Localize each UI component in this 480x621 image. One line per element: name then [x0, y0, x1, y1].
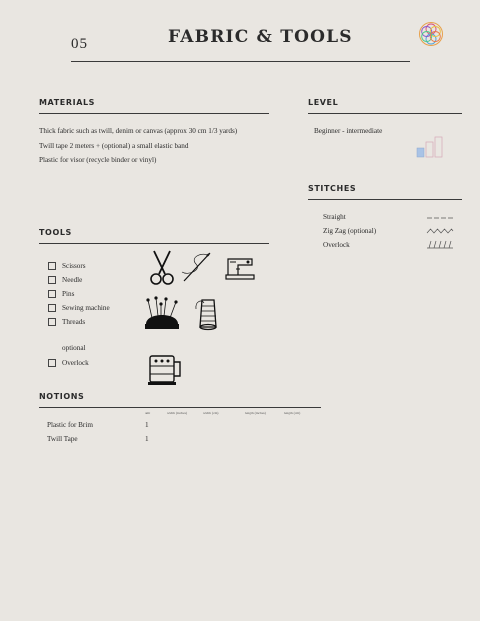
- materials-line: Thick fabric such as twill, denim or canvas (approx 30 cm 1/3 yards): [39, 127, 238, 135]
- logo-mandala-icon: [418, 21, 444, 47]
- tool-item[interactable]: Pins: [48, 287, 110, 301]
- materials-list: [39, 124, 299, 168]
- level-heading: LEVEL: [308, 98, 339, 107]
- notions-col-width-cm: width (cm): [203, 411, 219, 415]
- stitch-item: Overlock: [323, 241, 350, 249]
- materials-line: Twill tape 2 meters + (optional) a small elastic band: [39, 141, 189, 150]
- tool-item[interactable]: Threads: [48, 315, 110, 329]
- checkbox[interactable]: [48, 304, 56, 312]
- zigzag-stitch-icon: [426, 227, 454, 235]
- tools-divider: [39, 243, 269, 244]
- notions-divider: [39, 407, 321, 408]
- optional-label: optional: [62, 344, 86, 352]
- page-number: 05: [71, 36, 88, 52]
- straight-stitch-icon: [426, 215, 454, 221]
- stitches-list: [323, 210, 376, 252]
- tool-item[interactable]: Overlock: [48, 356, 89, 370]
- tools-checklist: [48, 259, 110, 329]
- stitch-item: Zig Zag (optional): [323, 227, 377, 235]
- tool-item[interactable]: Scissors: [48, 259, 110, 273]
- materials-heading: MATERIALS: [39, 98, 96, 107]
- thread-spool-icon: [194, 297, 226, 331]
- tools-heading: TOOLS: [39, 228, 72, 237]
- materials-line: Plastic for visor (recycle binder or vinyl): [39, 156, 157, 164]
- materials-divider: [39, 113, 269, 114]
- level-value: Beginner - intermediate: [314, 127, 383, 135]
- sewing-machine-icon: [224, 255, 256, 281]
- notion-amt: 1: [145, 421, 149, 429]
- tool-item[interactable]: Needle: [48, 273, 110, 287]
- notions-col-length-in: length (inches): [245, 411, 266, 415]
- stitches-divider: [308, 199, 462, 200]
- tool-item[interactable]: Sewing machine: [48, 301, 110, 315]
- scissors-icon: [148, 250, 176, 286]
- pincushion-icon: [142, 296, 182, 332]
- level-bars-icon: [416, 136, 444, 158]
- header-divider: [71, 61, 410, 62]
- notion-name: Plastic for Brim: [47, 421, 93, 429]
- stitch-item: Straight: [323, 213, 346, 221]
- checkbox[interactable]: [48, 262, 56, 270]
- checkbox[interactable]: [48, 276, 56, 284]
- level-divider: [308, 113, 462, 114]
- notions-heading: NOTIONS: [39, 392, 85, 401]
- notions-col-amt: amt: [145, 411, 151, 415]
- notions-col-length-cm: length (cm): [284, 411, 301, 415]
- checkbox[interactable]: [48, 290, 56, 298]
- overlock-stitch-icon: [426, 240, 454, 249]
- notion-amt: 1: [145, 435, 149, 443]
- needle-thread-icon: [180, 250, 214, 284]
- table-row: [47, 418, 93, 433]
- checkbox[interactable]: [48, 359, 56, 367]
- table-row: [47, 432, 78, 447]
- checkbox[interactable]: [48, 318, 56, 326]
- stitches-heading: STITCHES: [308, 184, 357, 193]
- optional-checklist: [48, 356, 89, 370]
- notions-col-width-in: width (inches): [167, 411, 188, 415]
- overlock-machine-icon: [146, 352, 182, 386]
- notion-name: Twill Tape: [47, 435, 78, 443]
- page-title: FABRIC & TOOLS: [168, 27, 353, 47]
